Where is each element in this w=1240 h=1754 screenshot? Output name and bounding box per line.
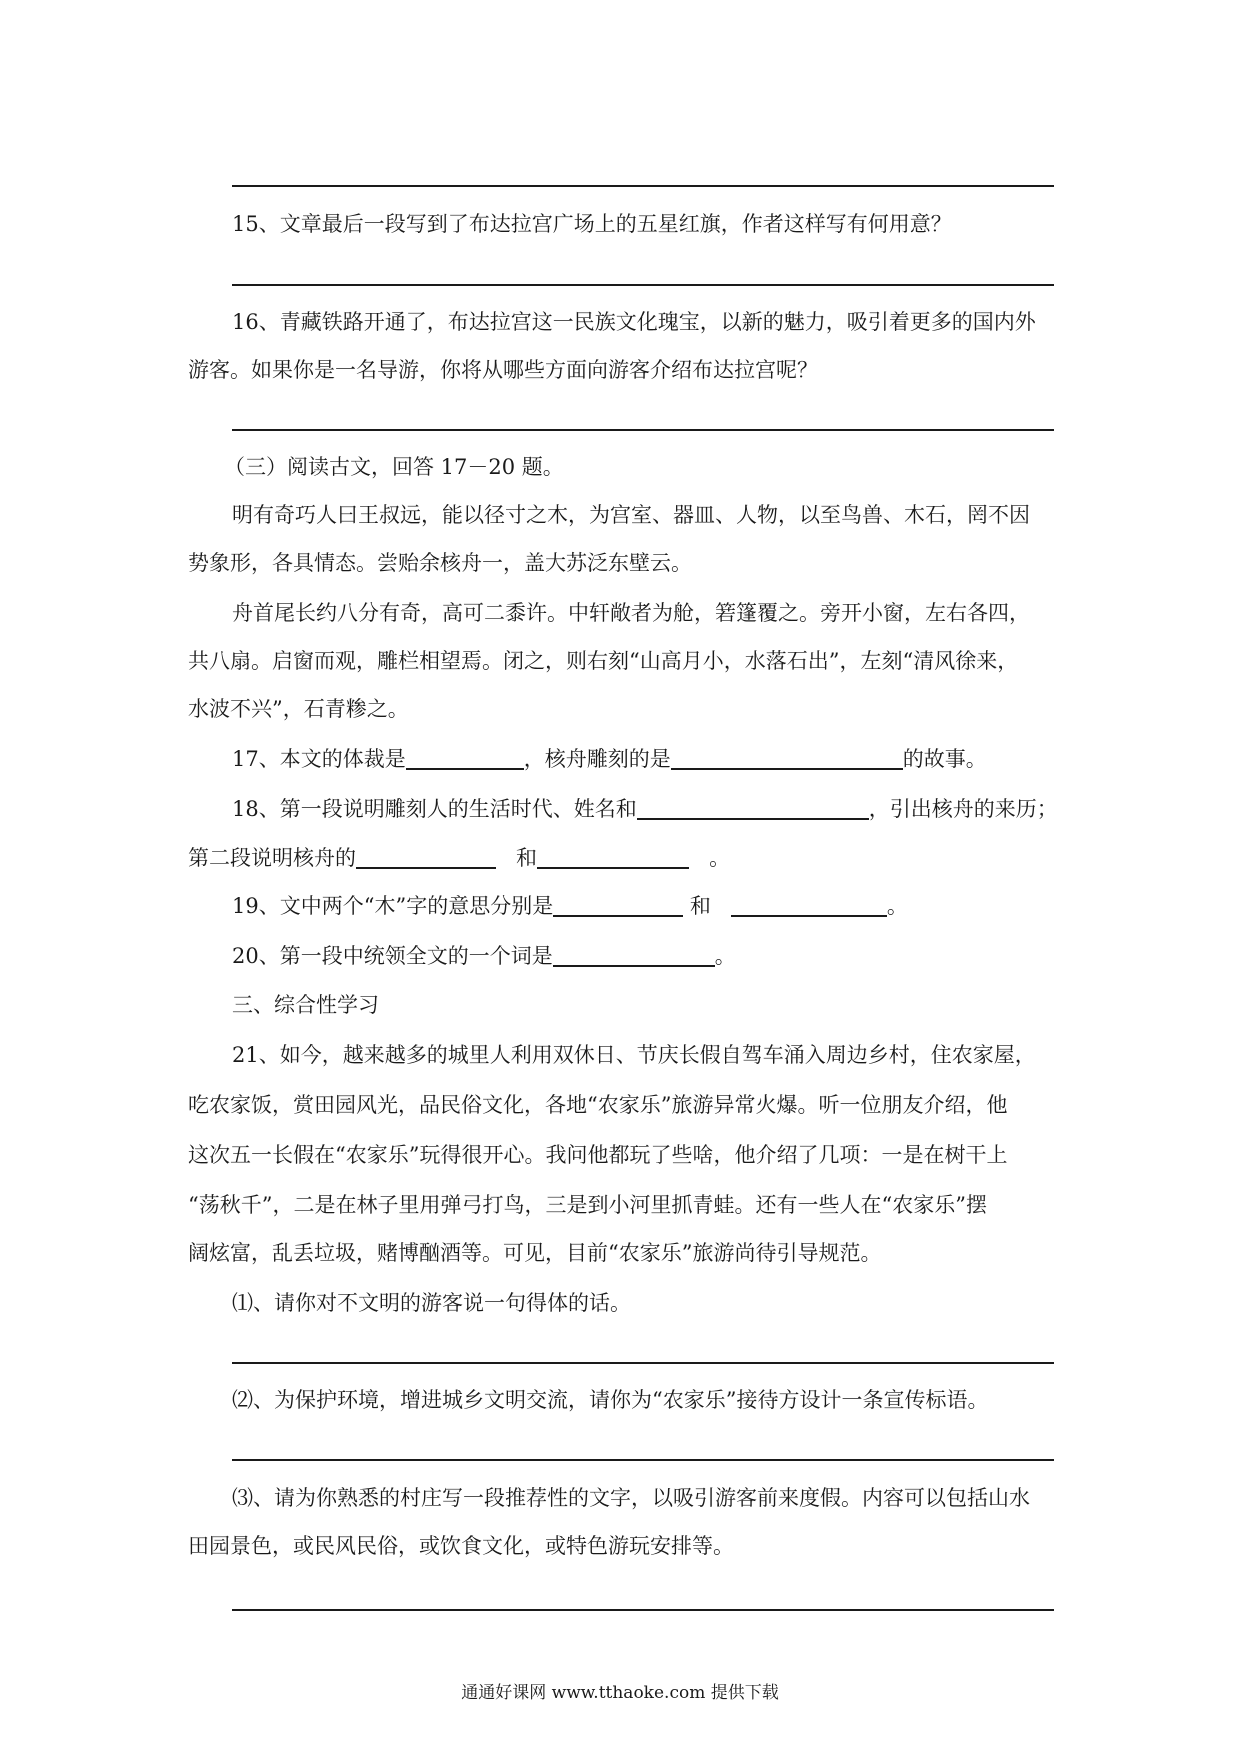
question-20-text-a: 20、第一段中统领全文的一个词是	[232, 944, 553, 968]
question-18-text-b: ，引出核舟的来历；	[868, 797, 1058, 821]
question-21-sub-3-line-2: 田园景色，或民风民俗，或饮食文化，或特色游玩安排等。	[188, 1534, 734, 1558]
answer-line	[232, 1459, 1054, 1461]
answer-line	[232, 429, 1054, 431]
part-3-title: 三、综合性学习	[232, 993, 379, 1017]
blank-18-b[interactable]	[356, 841, 496, 869]
question-18-text-e: 。	[709, 846, 731, 870]
blank-19-b[interactable]	[731, 889, 887, 917]
question-21-sub-3-line-1: ⑶、请为你熟悉的村庄写一段推荐性的文字，以吸引游客前来度假。内容可以包括山水	[232, 1486, 1030, 1510]
question-21-line-4: “荡秋千”，二是在林子里用弹弓打鸟，三是到小河里抓青蛙。还有一些人在“农家乐”摆	[188, 1193, 987, 1217]
blank-17-story[interactable]	[671, 742, 903, 770]
question-17-text-c: 的故事。	[902, 747, 987, 771]
answer-line	[232, 185, 1054, 187]
question-18-text-d: 和	[516, 846, 538, 870]
blank-20[interactable]	[553, 939, 715, 967]
question-19-text-b: 和	[689, 894, 711, 918]
question-18-line-1	[188, 785, 1102, 833]
question-16-line-2: 游客。如果你是一名导游，你将从哪些方面向游客介绍布达拉宫呢？	[188, 358, 818, 382]
question-15: 15、文章最后一段写到了布达拉宫广场上的五星红旗，作者这样写有何用意？	[232, 212, 952, 236]
answer-line	[232, 284, 1054, 286]
blank-17-genre[interactable]	[406, 742, 524, 770]
classical-para-1-line-1: 明有奇巧人曰王叔远，能以径寸之木，为宫室、器皿、人物，以至鸟兽、木石，罔不因	[232, 503, 1030, 527]
classical-para-2-line-3: 水波不兴”，石青糁之。	[188, 697, 409, 721]
classical-para-2-line-2: 共八扇。启窗而观，雕栏相望焉。闭之，则右刻“山高月小，水落石出”，左刻“清风徐来，	[188, 649, 1019, 673]
question-21-line-1: 21、如今，越来越多的城里人利用双休日、节庆长假自驾车涌入周边乡村，住农家屋，	[232, 1043, 1036, 1067]
question-18-line-2	[188, 834, 1058, 882]
question-18-text-a: 18、第一段说明雕刻人的生活时代、姓名和	[232, 797, 637, 821]
page-footer: 通通好课网 www.tthaoke.com 提供下载	[461, 1683, 779, 1703]
classical-para-2-line-1: 舟首尾长约八分有奇，高可二黍许。中轩敞者为舱，箬篷覆之。旁开小窗，左右各四，	[232, 601, 1030, 625]
section-3-title: （三）阅读古文，回答 17－20 题。	[224, 455, 564, 479]
question-19-text-a: 19、文中两个“木”字的意思分别是	[232, 894, 554, 918]
question-21-sub-2: ⑵、为保护环境，增进城乡文明交流，请你为“农家乐”接待方设计一条宣传标语。	[232, 1388, 989, 1412]
question-21-line-3: 这次五一长假在“农家乐”玩得很开心。我问他都玩了些啥，他介绍了几项：一是在树干上	[188, 1143, 1008, 1167]
question-16-line-1: 16、青藏铁路开通了，布达拉宫这一民族文化瑰宝，以新的魅力，吸引着更多的国内外	[232, 310, 1036, 334]
blank-18-a[interactable]	[637, 792, 869, 820]
question-20	[188, 932, 1102, 980]
question-21-line-5: 阔炫富，乱丢垃圾，赌博酗酒等。可见，目前“农家乐”旅游尚待引导规范。	[188, 1241, 882, 1265]
answer-line	[232, 1609, 1054, 1611]
question-17-text-a: 17、本文的体裁是	[232, 747, 406, 771]
classical-para-1-line-2: 势象形，各具情态。尝贻余核舟一，盖大苏泛东壁云。	[188, 551, 692, 575]
question-21-line-2: 吃农家饭，赏田园风光，品民俗文化，各地“农家乐”旅游异常火爆。听一位朋友介绍，他	[188, 1093, 1008, 1117]
question-19-text-c: 。	[886, 894, 908, 918]
question-18-text-c: 第二段说明核舟的	[188, 846, 356, 870]
blank-18-c[interactable]	[537, 841, 689, 869]
question-17-text-b: ，核舟雕刻的是	[523, 747, 671, 771]
question-21-sub-1: ⑴、请你对不文明的游客说一句得体的话。	[232, 1291, 631, 1315]
question-19	[188, 882, 1102, 930]
question-17	[188, 735, 1102, 783]
question-20-text-b: 。	[714, 944, 736, 968]
blank-19-a[interactable]	[553, 889, 683, 917]
answer-line	[232, 1362, 1054, 1364]
